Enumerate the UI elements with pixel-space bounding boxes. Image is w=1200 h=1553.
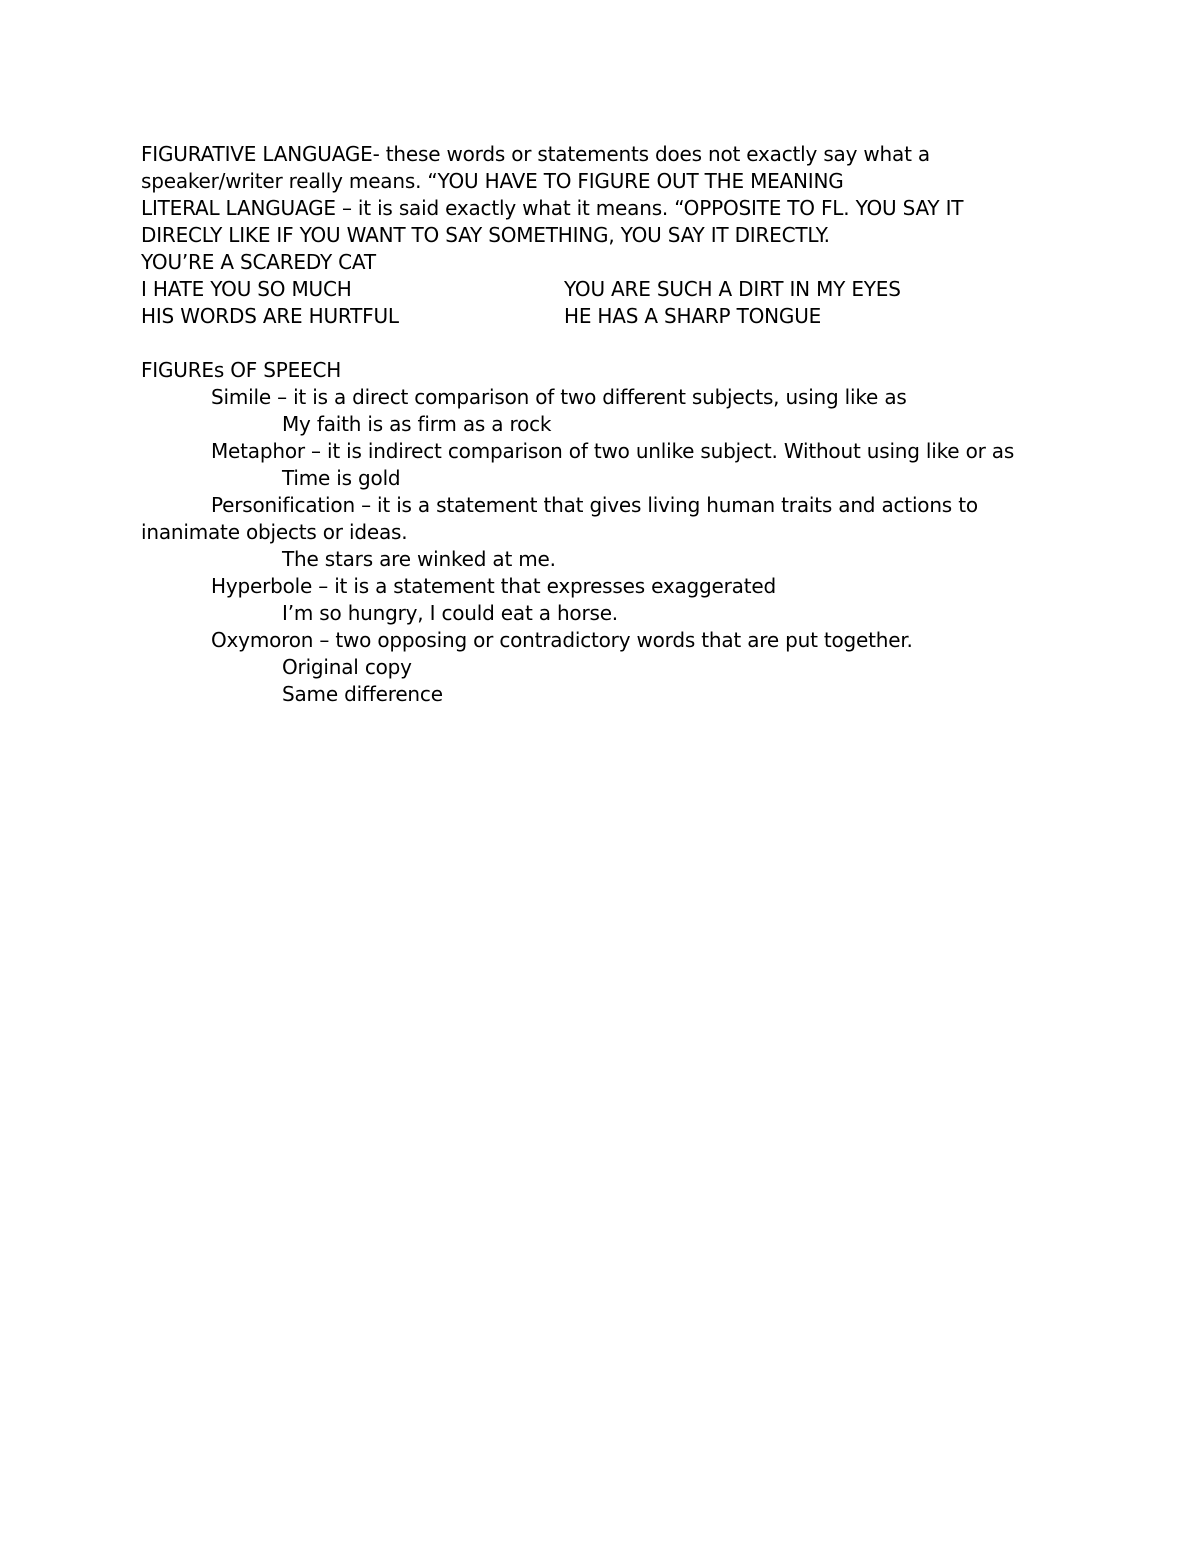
document-body: [141, 141, 1071, 708]
oxymoron-example: Same difference: [282, 682, 443, 706]
oxymoron-example: Original copy: [282, 655, 412, 679]
personification-example: The stars are winked at me.: [282, 547, 556, 571]
example-row: [141, 303, 1071, 330]
literal-example: I HATE YOU SO MUCH: [141, 277, 352, 301]
figurative-language-definition-line-1: FIGURATIVE LANGUAGE- these words or statements does not exactly say what a: [141, 142, 930, 166]
oxymoron-definition: Oxymoron – two opposing or contradictory words that are put together.: [211, 628, 913, 652]
personification-definition: Personification – it is a statement that gives living human traits and actions to inanimate objects or ideas.: [141, 493, 978, 544]
simile-example: My faith is as firm as a rock: [282, 412, 552, 436]
metaphor-definition: Metaphor – it is indirect comparison of two unlike subject. Without using like or as: [211, 439, 1015, 463]
figurative-example: YOU ARE SUCH A DIRT IN MY EYES: [564, 277, 901, 301]
metaphor-example: Time is gold: [282, 466, 401, 490]
example-row: [141, 276, 1071, 303]
blank-line: [141, 330, 1071, 357]
hyperbole-definition: Hyperbole – it is a statement that expresses exaggerated: [211, 574, 776, 598]
example-scaredy-cat: YOU’RE A SCAREDY CAT: [141, 250, 376, 274]
literal-language-definition-line-2: DIRECLY LIKE IF YOU WANT TO SAY SOMETHING, YOU SAY IT DIRECTLY.: [141, 223, 830, 247]
figurative-language-definition-line-2: speaker/writer really means. “YOU HAVE TO FIGURE OUT THE MEANING: [141, 169, 844, 193]
figurative-example: HE HAS A SHARP TONGUE: [564, 304, 822, 328]
figures-of-speech-heading: FIGUREs OF SPEECH: [141, 358, 342, 382]
simile-definition: Simile – it is a direct comparison of two different subjects, using like as: [211, 385, 907, 409]
literal-example: HIS WORDS ARE HURTFUL: [141, 304, 399, 328]
literal-language-definition-line-1: LITERAL LANGUAGE – it is said exactly what it means. “OPPOSITE TO FL. YOU SAY IT: [141, 196, 964, 220]
hyperbole-example: I’m so hungry, I could eat a horse.: [282, 601, 618, 625]
